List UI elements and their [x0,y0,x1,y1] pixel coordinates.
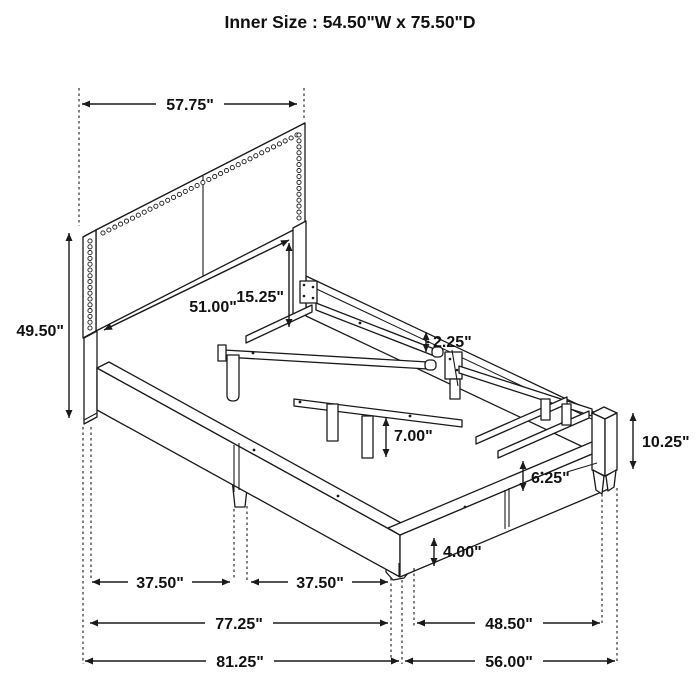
center-leg-1 [227,355,239,401]
dim-headboard-width [82,94,297,114]
headboard-rail-bracket [300,281,317,303]
dim-corner-post-height [633,413,690,469]
svg-text:10.25": 10.25" [642,434,690,451]
diagram-title: Inner Size : 54.50"W x 75.50"D [224,12,476,32]
svg-text:7.00": 7.00" [394,428,433,445]
head-cleat [246,305,312,343]
dim-foot-width-inner [417,613,600,633]
dim-leg-spacing-front [92,572,230,592]
center-leg-2 [327,404,338,441]
svg-text:37.50": 37.50" [296,575,344,592]
svg-text:56.00": 56.00" [485,654,533,671]
nailhead-trim-right [297,133,301,220]
svg-text:49.50": 49.50" [16,323,64,340]
joint-hanger [450,379,460,399]
dim-headboard-height [16,233,69,418]
near-side-rail [97,362,412,577]
dim-center-leg-height [386,418,433,457]
headboard-near-leg [84,331,97,424]
rail-hook-b [425,360,436,370]
svg-text:2.25": 2.25" [433,334,472,351]
svg-text:37.50": 37.50" [136,575,184,592]
dim-frame-length-inner [90,613,388,633]
dim-frame-length-outer [85,651,399,671]
bed-frame-drawing [83,123,617,580]
svg-text:77.25": 77.25" [215,616,263,633]
svg-text:51.00": 51.00" [189,299,237,316]
dim-foot-width-outer [405,651,615,671]
dim-leg-spacing-back [251,572,388,592]
svg-text:4.00": 4.00" [443,544,482,561]
center-rail-d [294,399,462,427]
foot-rail-tab-2 [562,404,571,425]
svg-text:57.75": 57.75" [166,97,214,114]
svg-text:15.25": 15.25" [236,289,284,306]
svg-text:81.25": 81.25" [216,654,264,671]
rail-end-cap [218,345,226,361]
foot-rail-tab-1 [541,399,550,420]
center-leg-3 [362,416,373,458]
svg-text:6.25": 6.25" [531,470,570,487]
foot-rail [388,439,611,577]
svg-text:48.50": 48.50" [485,616,533,633]
